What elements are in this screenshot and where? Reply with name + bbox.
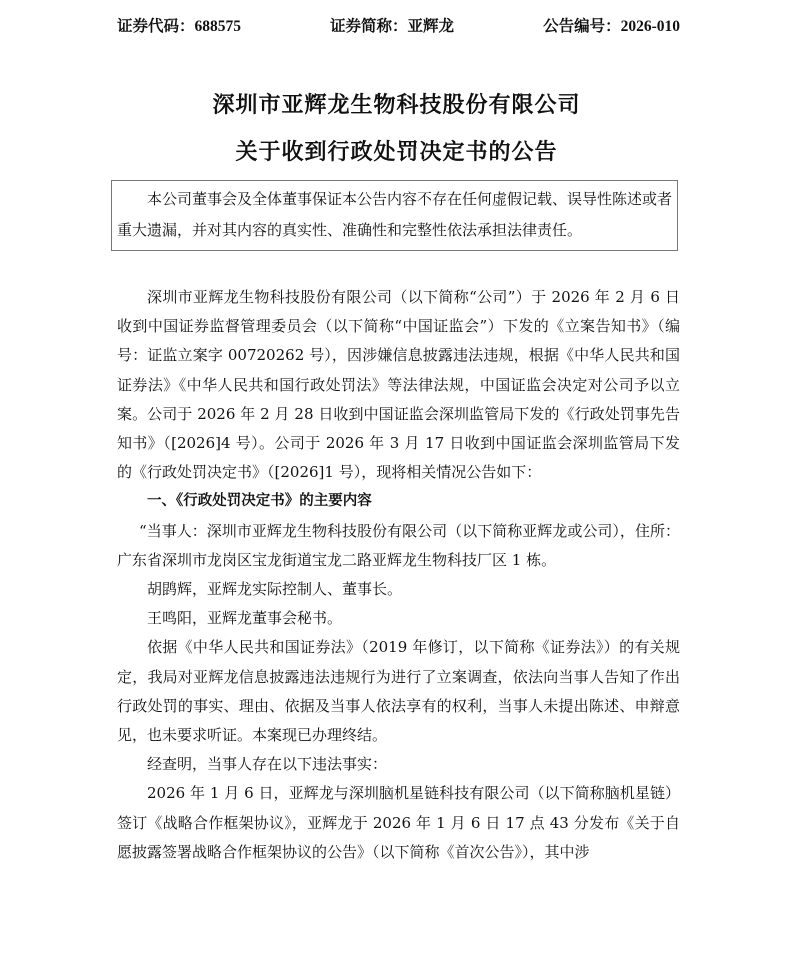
legal-basis-paragraph: 依据《中华人民共和国证券法》（2019 年修订，以下简称《证券法》）的有关规定，我局对亚辉龙信息披露违法违规行为进行了立案调查，依法向当事人告知了作出行政处罚的事实、理由、依据及当事人依法享有的权利，当事人未提出陈述、申辩意见，也未要求听证。本案现已办理终结。 <box>117 638 680 745</box>
person-1-paragraph: 胡鹍辉，亚辉龙实际控制人、董事长。 <box>147 580 403 599</box>
finding-1-paragraph: 2026 年 1 月 6 日，亚辉龙与深圳脑机星链科技有限公司（以下简称脑机星链）签订《战略合作框架协议》，亚辉龙于 2026 年 1 月 6 日 17 点 43 分发布《关于自愿披露签署战略合作框架协议的公告》（以下简称《首次公告》），其中涉 <box>117 784 680 861</box>
party-paragraph: “当事人：深圳市亚辉龙生物科技股份有限公司（以下简称亚辉龙或公司），住所：广东省深圳市龙岗区宝龙街道宝龙二路亚辉龙生物科技厂区 1 栋。 <box>117 521 680 569</box>
person-2-paragraph: 王鸣阳，亚辉龙董事会秘书。 <box>147 609 343 628</box>
announcement-title: 关于收到行政处罚决定书的公告 <box>235 140 558 165</box>
company-title: 深圳市亚辉龙生物科技股份有限公司 <box>212 93 581 118</box>
notice-text: 本公司董事会及全体董事保证本公告内容不存在任何虚假记载、误导性陈述或者重大遗漏，并对其内容的真实性、准确性和完整性依法承担法律责任。 <box>117 190 673 239</box>
section-heading-1: 一、《行政处罚决定书》的主要内容 <box>147 493 372 510</box>
board-guarantee-notice <box>111 180 678 251</box>
document-header <box>117 14 680 38</box>
intro-paragraph: 深圳市亚辉龙生物科技股份有限公司（以下简称“公司”）于 2026 年 2 月 6 日收到中国证券监督管理委员会（以下简称“中国证监会”）下发的《立案告知书》（编号：证监立案字 00720262 号），因涉嫌信息披露违法违规，根据《中华人民共和国证券法》《中华人民共和国行政处罚法》等法律法规，中国证监会决定对公司予以立案。公司于 2026 年 2 月 28 日收到中国证监会深圳监管局下发的《行政处罚事先告知书》（[2026]4 号）。公司于 2026 年 3 月 17 日收到中国证监会深圳监管局下发的《行政处罚决定书》（[2026]1 号），现将相关情况公告如下： <box>117 288 680 482</box>
stock-code: 证券代码：688575 <box>117 18 242 35</box>
stock-abbreviation: 证券简称：亚辉龙 <box>330 18 455 35</box>
findings-intro-paragraph: 经查明，当事人存在以下违法事实： <box>147 755 388 774</box>
announcement-body <box>117 283 680 867</box>
announcement-number: 公告编号：2026-010 <box>543 18 680 35</box>
